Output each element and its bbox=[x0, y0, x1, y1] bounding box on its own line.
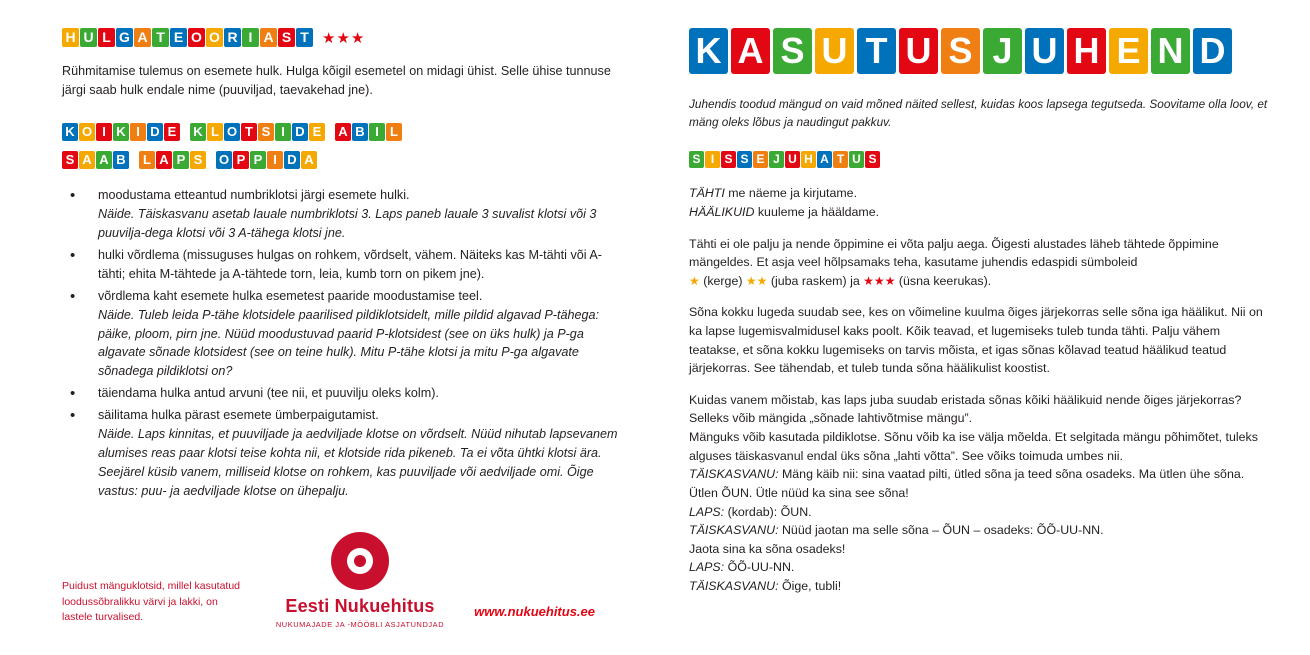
heading-letter: D bbox=[1193, 28, 1232, 74]
line-haalikuid-rest: kuuleme ja hääldame. bbox=[754, 204, 880, 219]
company-logo bbox=[250, 532, 470, 629]
heading-letter: U bbox=[785, 151, 800, 168]
heading-letter: A bbox=[79, 151, 95, 169]
logo-company-name: Eesti Nukuehitus bbox=[285, 596, 435, 616]
heading-letter: T bbox=[833, 151, 848, 168]
line-tahti-rest: me näeme ja kirjutame. bbox=[724, 186, 858, 201]
heading-space bbox=[181, 118, 190, 136]
list-item-text: moodustama etteantud numbriklotsi järgi esemete hulki. bbox=[98, 188, 410, 203]
heading-letter: G bbox=[116, 28, 133, 47]
heading-letter: H bbox=[1067, 28, 1106, 74]
dialog-block bbox=[689, 465, 1270, 595]
paragraph-tahed bbox=[689, 235, 1270, 291]
heading-letter: I bbox=[369, 123, 385, 141]
heading-letter: A bbox=[731, 28, 770, 74]
heading-letter: U bbox=[80, 28, 97, 47]
dialog-speaker: LAPS: bbox=[689, 560, 725, 575]
paragraph-manguks: Mänguks võib kasutada pildiklotse. Sõnu võib ka ise välja mõelda. Et selgitada mängu põhimõtet, tuleks alguses täiskasvanul endal üks sõna „lahti võtta”. See võiks toimuda umbes nii. bbox=[689, 430, 1258, 463]
list-item-text: võrdlema kaht esemete hulka esemetest paaride moodustamise teel. bbox=[98, 288, 483, 303]
dialog-speaker: TÄISKASVANU: bbox=[689, 578, 779, 593]
heading-letter: K bbox=[190, 123, 206, 141]
heading-letter: U bbox=[899, 28, 938, 74]
paragraph-tahed-text: Tähti ei ole palju ja nende õppimine ei võta palju aega. Õigesti alustades läheb tähtede õppimine mängeldes. Et asja veel hõlpsamaks teha, kasutame juhendis edaspidi sümboleid bbox=[689, 236, 1219, 270]
two-star-label: (juba raskem) ja bbox=[770, 273, 860, 288]
heading-letter: P bbox=[173, 151, 189, 169]
heading-letter: H bbox=[801, 151, 816, 168]
heading-letter: U bbox=[1025, 28, 1064, 74]
heading-letter: B bbox=[113, 151, 129, 169]
difficulty-stars: ★★★ bbox=[322, 30, 366, 47]
heading-letter: U bbox=[849, 151, 864, 168]
word-tahti: TÄHTI bbox=[689, 186, 725, 201]
heading-letter: I bbox=[242, 28, 259, 47]
heading-hulgateooriast bbox=[62, 28, 619, 49]
heading-letter: I bbox=[130, 123, 146, 141]
heading-letter: O bbox=[79, 123, 95, 141]
heading-saab-laps-oppida bbox=[62, 146, 619, 172]
heading-letter: R bbox=[224, 28, 241, 47]
list-item-example: Näide. Laps kinnitas, et puuviljade ja aedviljade klotse on võrdselt. Nüüd nihutab lapsevanem alumises reas paar klotsi teise kohta nii, et klotside rida pikeneb. Ta ei võta ühtki klotsi ära. Seejärel küsib vanem, milliseid klotse on rohkem, kas puuviljade või aedviljade omi. Õige vastus: puu- ja aedviljade klotse on ühepalju. bbox=[98, 426, 618, 498]
line-tahti bbox=[689, 184, 1270, 221]
heading-letter: E bbox=[1109, 28, 1148, 74]
heading-letter: J bbox=[769, 151, 784, 168]
one-star-icon: ★ bbox=[689, 273, 700, 288]
paragraph-kuidas-vanem bbox=[689, 391, 1270, 465]
heading-letter: A bbox=[134, 28, 151, 47]
heading-letter: S bbox=[258, 123, 274, 141]
heading-letter: S bbox=[941, 28, 980, 74]
list-item-example: Näide. Täiskasvanu asetab lauale numbriklotsi 3. Laps paneb lauale 3 suvalist klotsi või 3 puuvilja-dega klotsi või 3 A-tähega klotsi jne. bbox=[98, 207, 597, 241]
heading-letter: A bbox=[260, 28, 277, 47]
three-star-icon: ★★★ bbox=[863, 273, 896, 288]
dialog-line: Jaota sina ka sõna osadeks! bbox=[689, 541, 846, 556]
heading-kasutusjuhend-letters bbox=[689, 28, 1235, 74]
intro-paragraph: Juhendis toodud mängud on vaid mõned näited sellest, kuidas koos lapsega tegutseda. Soovitame olla loov, et mäng oleks lõbus ja naudingut pakkuv. bbox=[689, 97, 1268, 129]
heading-hulgateooriast-letters bbox=[62, 28, 314, 49]
heading-letter: E bbox=[170, 28, 187, 47]
heading-line2-letters bbox=[62, 146, 318, 172]
list-item-example: Näide. Tuleb leida P-tähe klotsidele paarilised pildiklotsidelt, mille pildid algavad P-tähega: päike, ploom, pirn jne. Nüüd moodustuvad paarid P-klotsidest (see on üks hulk) ja P-ga algavate sõnade klotsidest (see on teine hulk). Mitu P-tähe klotsi ja mitu P-ga algavate sõnadega pildiklotsi on? bbox=[98, 307, 600, 379]
two-star-icon: ★★ bbox=[745, 273, 768, 288]
heading-line1-letters bbox=[62, 118, 403, 144]
list-item-text: hulki võrdlema (missuguses hulgas on rohkem, võrdselt, vähem. Näiteks kas M-tähti või A-tähti; ehita M-tähtede ja A-tähtede torn, leia, kumb torn on pikem jne). bbox=[98, 247, 602, 281]
list-item bbox=[62, 384, 619, 403]
heading-letter: A bbox=[156, 151, 172, 169]
dialog-line: Mäng käib nii: sina vaatad pilti, ütled sõna ja teed sõna osadeks. Ma ütlen ühe sõna. Ütlen ÕUN. Ütle nüüd ka sina see sõna! bbox=[689, 467, 1245, 500]
dialog-line: ÕÕ-UU-NN. bbox=[724, 560, 795, 575]
heading-letter: T bbox=[857, 28, 896, 74]
heading-letter: S bbox=[721, 151, 736, 168]
heading-letter: L bbox=[98, 28, 115, 47]
heading-letter: A bbox=[335, 123, 351, 141]
right-column bbox=[655, 0, 1310, 655]
heading-kasutusjuhend bbox=[689, 28, 1270, 74]
heading-space bbox=[326, 118, 335, 136]
safety-note: Puidust mänguklotsid, millel kasutatud loodussõbralikku värvi ja lakki, on lastele turvalised. bbox=[62, 580, 241, 623]
heading-letter: N bbox=[1151, 28, 1190, 74]
logo-company-subtitle: NUKUMAJADE JA -MÖÖBLI ASJATUNDJAD bbox=[275, 620, 445, 629]
heading-letter: K bbox=[113, 123, 129, 141]
heading-letter: J bbox=[983, 28, 1022, 74]
heading-letter: L bbox=[139, 151, 155, 169]
heading-letter: A bbox=[96, 151, 112, 169]
heading-letter: A bbox=[301, 151, 317, 169]
heading-letter: S bbox=[737, 151, 752, 168]
heading-letter: S bbox=[62, 151, 78, 169]
heading-letter: T bbox=[152, 28, 169, 47]
heading-letter: D bbox=[292, 123, 308, 141]
heading-letter: I bbox=[96, 123, 112, 141]
heading-letter: E bbox=[753, 151, 768, 168]
dialog-line: Nüüd jaotan ma selle sõna – ÕUN – osadeks: ÕÕ-UU-NN. bbox=[778, 523, 1104, 538]
dialog-line: Õige, tubli! bbox=[778, 578, 842, 593]
dialog-speaker: TÄISKASVANU: bbox=[689, 523, 779, 538]
list-item bbox=[62, 186, 619, 243]
heading-letter: D bbox=[147, 123, 163, 141]
heading-letter: B bbox=[352, 123, 368, 141]
skills-list bbox=[62, 186, 619, 500]
heading-letter: O bbox=[188, 28, 205, 47]
heading-koikide-klotside-abil bbox=[62, 118, 619, 144]
heading-sissejuhatus-letters bbox=[689, 151, 881, 170]
heading-letter: E bbox=[309, 123, 325, 141]
list-item-text: säilitama hulka pärast esemete ümberpaigutamist. bbox=[98, 408, 379, 423]
heading-letter: S bbox=[278, 28, 295, 47]
heading-letter: D bbox=[284, 151, 300, 169]
heading-letter: O bbox=[216, 151, 232, 169]
heading-space bbox=[130, 146, 139, 164]
heading-letter: U bbox=[815, 28, 854, 74]
heading-letter: E bbox=[164, 123, 180, 141]
one-star-label: (kerge) bbox=[703, 273, 743, 288]
heading-letter: L bbox=[386, 123, 402, 141]
heading-letter: O bbox=[206, 28, 223, 47]
heading-letter: T bbox=[296, 28, 313, 47]
heading-letter: I bbox=[267, 151, 283, 169]
heading-letter: T bbox=[241, 123, 257, 141]
heading-letter: L bbox=[207, 123, 223, 141]
paragraph-sona-kokku: Sõna kokku lugeda suudab see, kes on võimeline kuulma õiges järjekorras selle sõna iga häälikut. Nii on ka lapse lugemisvalmidusel kaks poolt. Kõik teavad, et lugemiseks tuleb tunda tähti. Palju vähem teatakse, et sõna kokku lugemiseks on tarvis mõista, et igas sõnas kõlavad teatud häälikud teatud järjekorras. See tähendab, et tuleb tunda sõna häälikulist koostist. bbox=[689, 305, 1263, 376]
dialog-speaker: TÄISKASVANU: bbox=[689, 467, 779, 482]
list-item bbox=[62, 406, 619, 500]
heading-letter: P bbox=[233, 151, 249, 169]
list-item bbox=[62, 287, 619, 381]
logo-mark-icon bbox=[331, 532, 389, 590]
heading-letter: I bbox=[705, 151, 720, 168]
heading-letter: O bbox=[224, 123, 240, 141]
heading-letter: S bbox=[689, 151, 704, 168]
paragraph-kuidas-vanem-text: Kuidas vanem mõistab, kas laps juba suudab eristada sõnas kõiki häälikuid nende õiges järjekorras? bbox=[689, 392, 1242, 407]
dialog-speaker: LAPS: bbox=[689, 504, 725, 519]
heading-sissejuhatus bbox=[689, 151, 1270, 170]
dialog-line: (kordab): ÕUN. bbox=[724, 504, 812, 519]
heading-letter: H bbox=[62, 28, 79, 47]
list-item-text: täiendama hulka antud arvuni (tee nii, et puuvilju oleks kolm). bbox=[98, 386, 439, 401]
heading-letter: A bbox=[817, 151, 832, 168]
heading-letter: P bbox=[250, 151, 266, 169]
heading-letter: S bbox=[865, 151, 880, 168]
three-star-label: (üsna keerukas). bbox=[898, 273, 992, 288]
heading-letter: K bbox=[689, 28, 728, 74]
list-item bbox=[62, 246, 619, 284]
paragraph-hulgateooriast: Rühmitamise tulemus on esemete hulk. Hulga kõigil esemetel on midagi ühist. Selle ühise tunnuse järgi saab hulk endale nime (puuviljad, taevakehad jne). bbox=[62, 64, 611, 98]
paragraph-selleks-voib: Selleks võib mängida „sõnade lahtivõtmise mängu”. bbox=[689, 411, 973, 426]
company-website[interactable]: www.nukuehitus.ee bbox=[474, 604, 595, 619]
heading-space bbox=[207, 146, 216, 164]
heading-letter: S bbox=[773, 28, 812, 74]
word-haalikuid: HÄÄLIKUID bbox=[689, 204, 755, 219]
heading-letter: K bbox=[62, 123, 78, 141]
heading-letter: S bbox=[190, 151, 206, 169]
heading-letter: I bbox=[275, 123, 291, 141]
